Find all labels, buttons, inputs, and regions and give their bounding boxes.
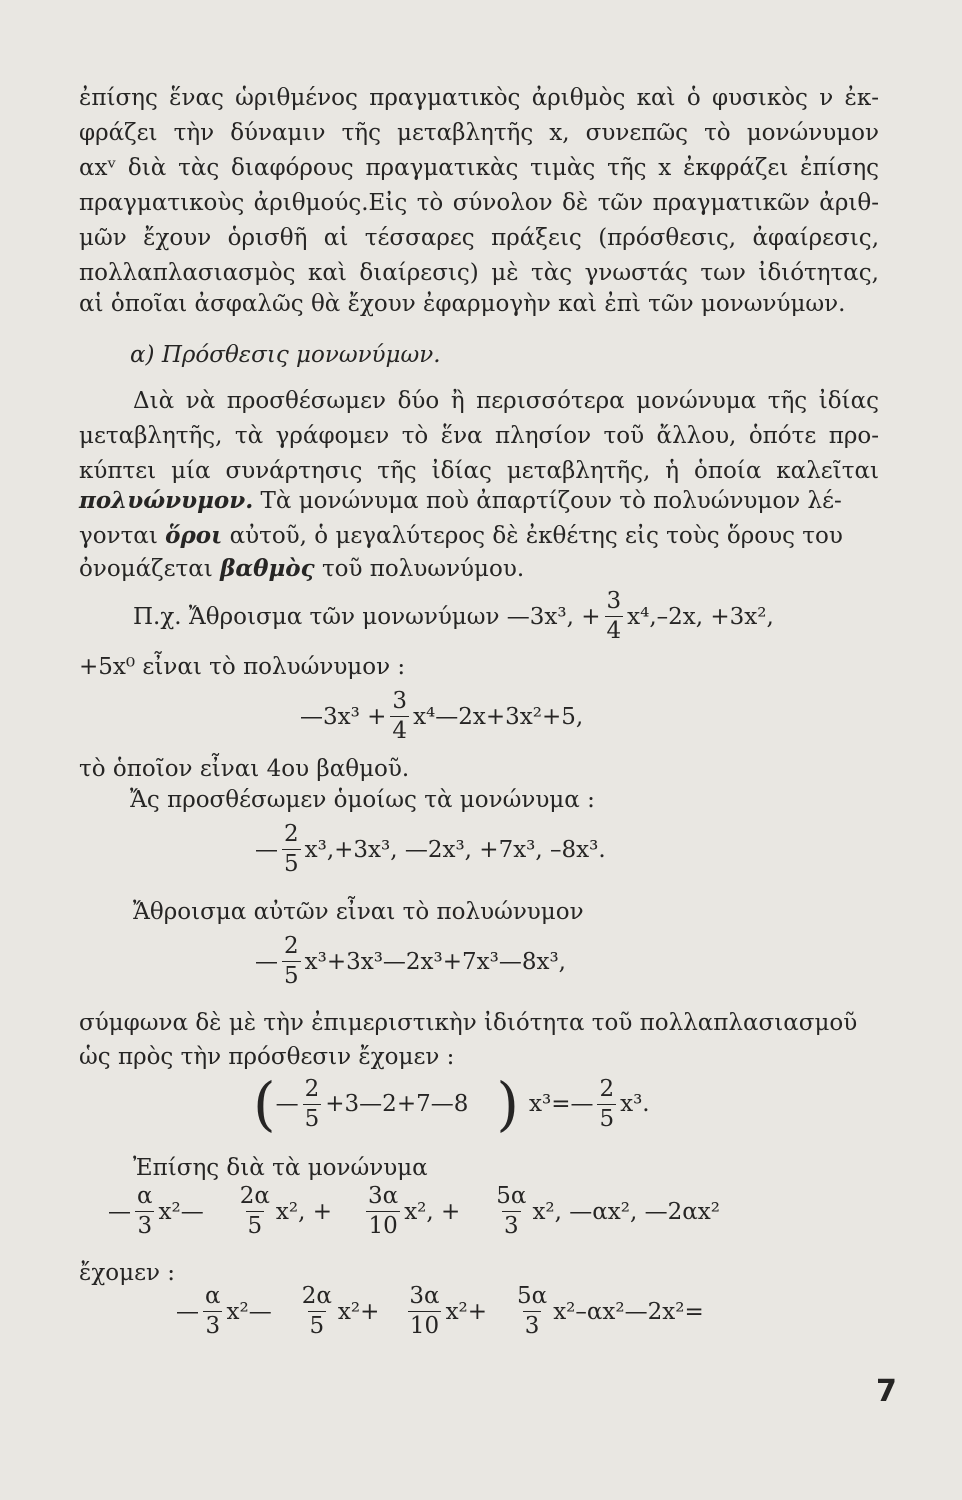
text-line: τὸ ὁποῖον εἶναι 4ου βαθμοῦ. [79,756,410,782]
fraction-denominator: 3 [524,1313,540,1339]
text-span: x³,+3x³, —2x³, +7x³, –8x³. [304,836,606,863]
fraction-numerator: 2 [304,1075,320,1102]
fraction-denominator: 10 [409,1313,440,1339]
fraction-denominator: 4 [392,718,408,744]
fraction-numerator: α [137,1183,153,1209]
fraction-numerator: 5α [496,1183,527,1209]
text-line: μεταβλητῆς, τὰ γράφομεν τὸ ἕνα πλησίον τοῦ ἄλλου, ὁπότε προ- [79,423,879,449]
paren-close: ) [496,1070,519,1138]
fraction [515,1285,549,1338]
fraction-numerator: 2 [284,821,299,847]
fraction [605,590,624,643]
text-span: x³. [620,1091,650,1117]
text-span: x²+ [445,1298,488,1325]
text-line: αἱ ὁποῖαι ἀσφαλῶς θὰ ἔχουν ἐφαρμογὴν καὶ ἐπὶ τῶν μονωνύμων. [79,291,846,317]
text-span: Π.χ. Ἄθροισμα τῶν μονωνύμων —3x³, + [133,603,601,630]
fraction-numerator: α [205,1283,221,1309]
math-row [133,590,774,643]
text-span: αὐτοῦ, ὁ μεγαλύτερος δὲ ἐκθέτης εἰς τοὺς ὅρους του [229,523,843,549]
text-line: Ἄς προσθέσωμεν ὁμοίως τὰ μονώνυμα : [130,787,595,813]
fraction-denominator: 5 [304,1105,320,1132]
text-line: ἐπίσης ἕνας ὡριθμένος πραγματικὸς ἀριθμὸς καὶ ὁ φυσικὸς ν ἐκ- [79,85,879,111]
fraction-denominator: 5 [309,1313,325,1339]
fraction [494,1185,528,1238]
text-line: φράζει τὴν δύναμιν τῆς μεταβλητῆς x, συνεπῶς τὸ μονώνυμον [79,120,879,146]
fraction [282,935,301,988]
text-span: — [176,1298,199,1325]
text-line [79,486,879,516]
fraction-denominator: 3 [137,1213,153,1239]
text-span: +3—2+7—8 [325,1091,469,1117]
text-line: Ἐπίσης διὰ τὰ μονώνυμα [133,1155,428,1181]
fraction [282,823,301,876]
text-span: x²— [226,1298,272,1325]
fraction [303,1075,322,1132]
math-row [176,1285,704,1338]
fraction-denominator: 3 [205,1313,221,1339]
fraction-numerator: 3 [392,688,408,714]
term-degree: βαθμὸς [220,555,315,582]
text-span: x²–αx²—2x²= [553,1298,704,1325]
fraction-numerator: 2 [599,1075,615,1102]
text-span: — [255,836,278,863]
fraction [238,1185,272,1238]
text-line [79,554,879,584]
text-span: x³+3x³—2x³+7x³—8x³, [304,948,566,975]
fraction [300,1285,334,1338]
text-line [79,521,879,551]
fraction-numerator: 2 [284,933,299,959]
text-span: — [108,1198,131,1225]
text-span: x⁴—2x+3x²+5, [413,703,584,730]
text-span: x²— [158,1198,204,1225]
page-number: 7 [876,1374,897,1409]
text-span: —3x³ + [300,703,387,730]
text-line: Ἄθροισμα αὐτῶν εἶναι τὸ πολυώνυμον [133,899,584,925]
fraction [203,1285,223,1338]
math-row [255,935,566,988]
text-span: γονται [79,523,158,549]
text-span: Τὰ μονώνυμα ποὺ ἀπαρτίζουν τὸ πολυώνυμον λέ- [260,488,842,514]
fraction [597,1075,616,1132]
text-span: x², + [275,1198,333,1225]
fraction-denominator: 3 [504,1213,519,1239]
text-line: +5x⁰ εἶναι τὸ πολυώνυμον : [79,654,406,680]
math-row [255,823,606,876]
fraction-numerator: 2α [301,1283,332,1309]
text-line: Διὰ νὰ προσθέσωμεν δύο ἢ περισσότερα μονώνυμα τῆς ἰδίας [133,388,879,414]
text-span: — [275,1091,299,1117]
text-line: πολλαπλασιασμὸς καὶ διαίρεσις) μὲ τὰς γνωστάς των ἰδιότητας, [79,260,879,286]
fraction-numerator: 5α [517,1283,548,1309]
fraction-numerator: 3α [409,1283,440,1309]
text-span: x⁴,–2x, +3x², [627,603,774,630]
fraction-denominator: 5 [599,1105,615,1132]
math-row [253,1070,650,1138]
term-terms: ὅροι [165,522,223,549]
text-span: x², —αx², —2αx² [532,1198,720,1225]
text-line: σύμφωνα δὲ μὲ τὴν ἐπιμεριστικὴν ἰδιότητα τοῦ πολλαπλασιασμοῦ [79,1010,858,1036]
text-line: πραγματικοὺς ἀριθμούς.Εἰς τὸ σύνολον δὲ τῶν πραγματικῶν ἀριθ- [79,190,879,216]
text-span: τοῦ πολυωνύμου. [321,556,525,582]
text-span: x²+ [337,1298,380,1325]
fraction [366,1185,400,1238]
paren-open: ( [253,1070,276,1138]
text-line: κύπτει μία συνάρτησις τῆς ἰδίας μεταβλητῆς, ἡ ὁποία καλεῖται [79,458,879,484]
fraction [135,1185,155,1238]
text-span: — [255,948,278,975]
text-line: ὡς πρὸς τὴν πρόσθεσιν ἔχομεν : [79,1044,455,1070]
fraction-numerator: 3α [368,1183,399,1209]
math-row [108,1185,720,1238]
term-polynomial: πολυώνυμον. [79,487,254,514]
fraction-denominator: 5 [284,963,299,989]
text-span: x², + [404,1198,461,1225]
math-row [300,690,583,743]
fraction-numerator: 3 [606,588,622,614]
fraction [407,1285,441,1338]
text-line: ἔχομεν : [79,1260,176,1286]
text-span: ὀνομάζεται [79,556,213,582]
text-line: αxᵛ διὰ τὰς διαφόρους πραγματικὰς τιμὰς τῆς x ἐκφράζει ἐπίσης [79,155,879,181]
text-line: μῶν ἔχουν ὁρισθῆ αἱ τέσσαρες πράξεις (πρόσθεσις, ἀφαίρεσις, [79,225,879,251]
fraction-denominator: 5 [247,1213,263,1239]
fraction-denominator: 10 [368,1213,398,1239]
text-span: x³=— [529,1091,594,1117]
fraction-denominator: 4 [606,618,622,644]
section-heading: α) Πρόσθεσις μονωνύμων. [130,342,441,368]
fraction-numerator: 2α [239,1183,270,1209]
fraction-denominator: 5 [284,851,299,877]
fraction [390,690,409,743]
